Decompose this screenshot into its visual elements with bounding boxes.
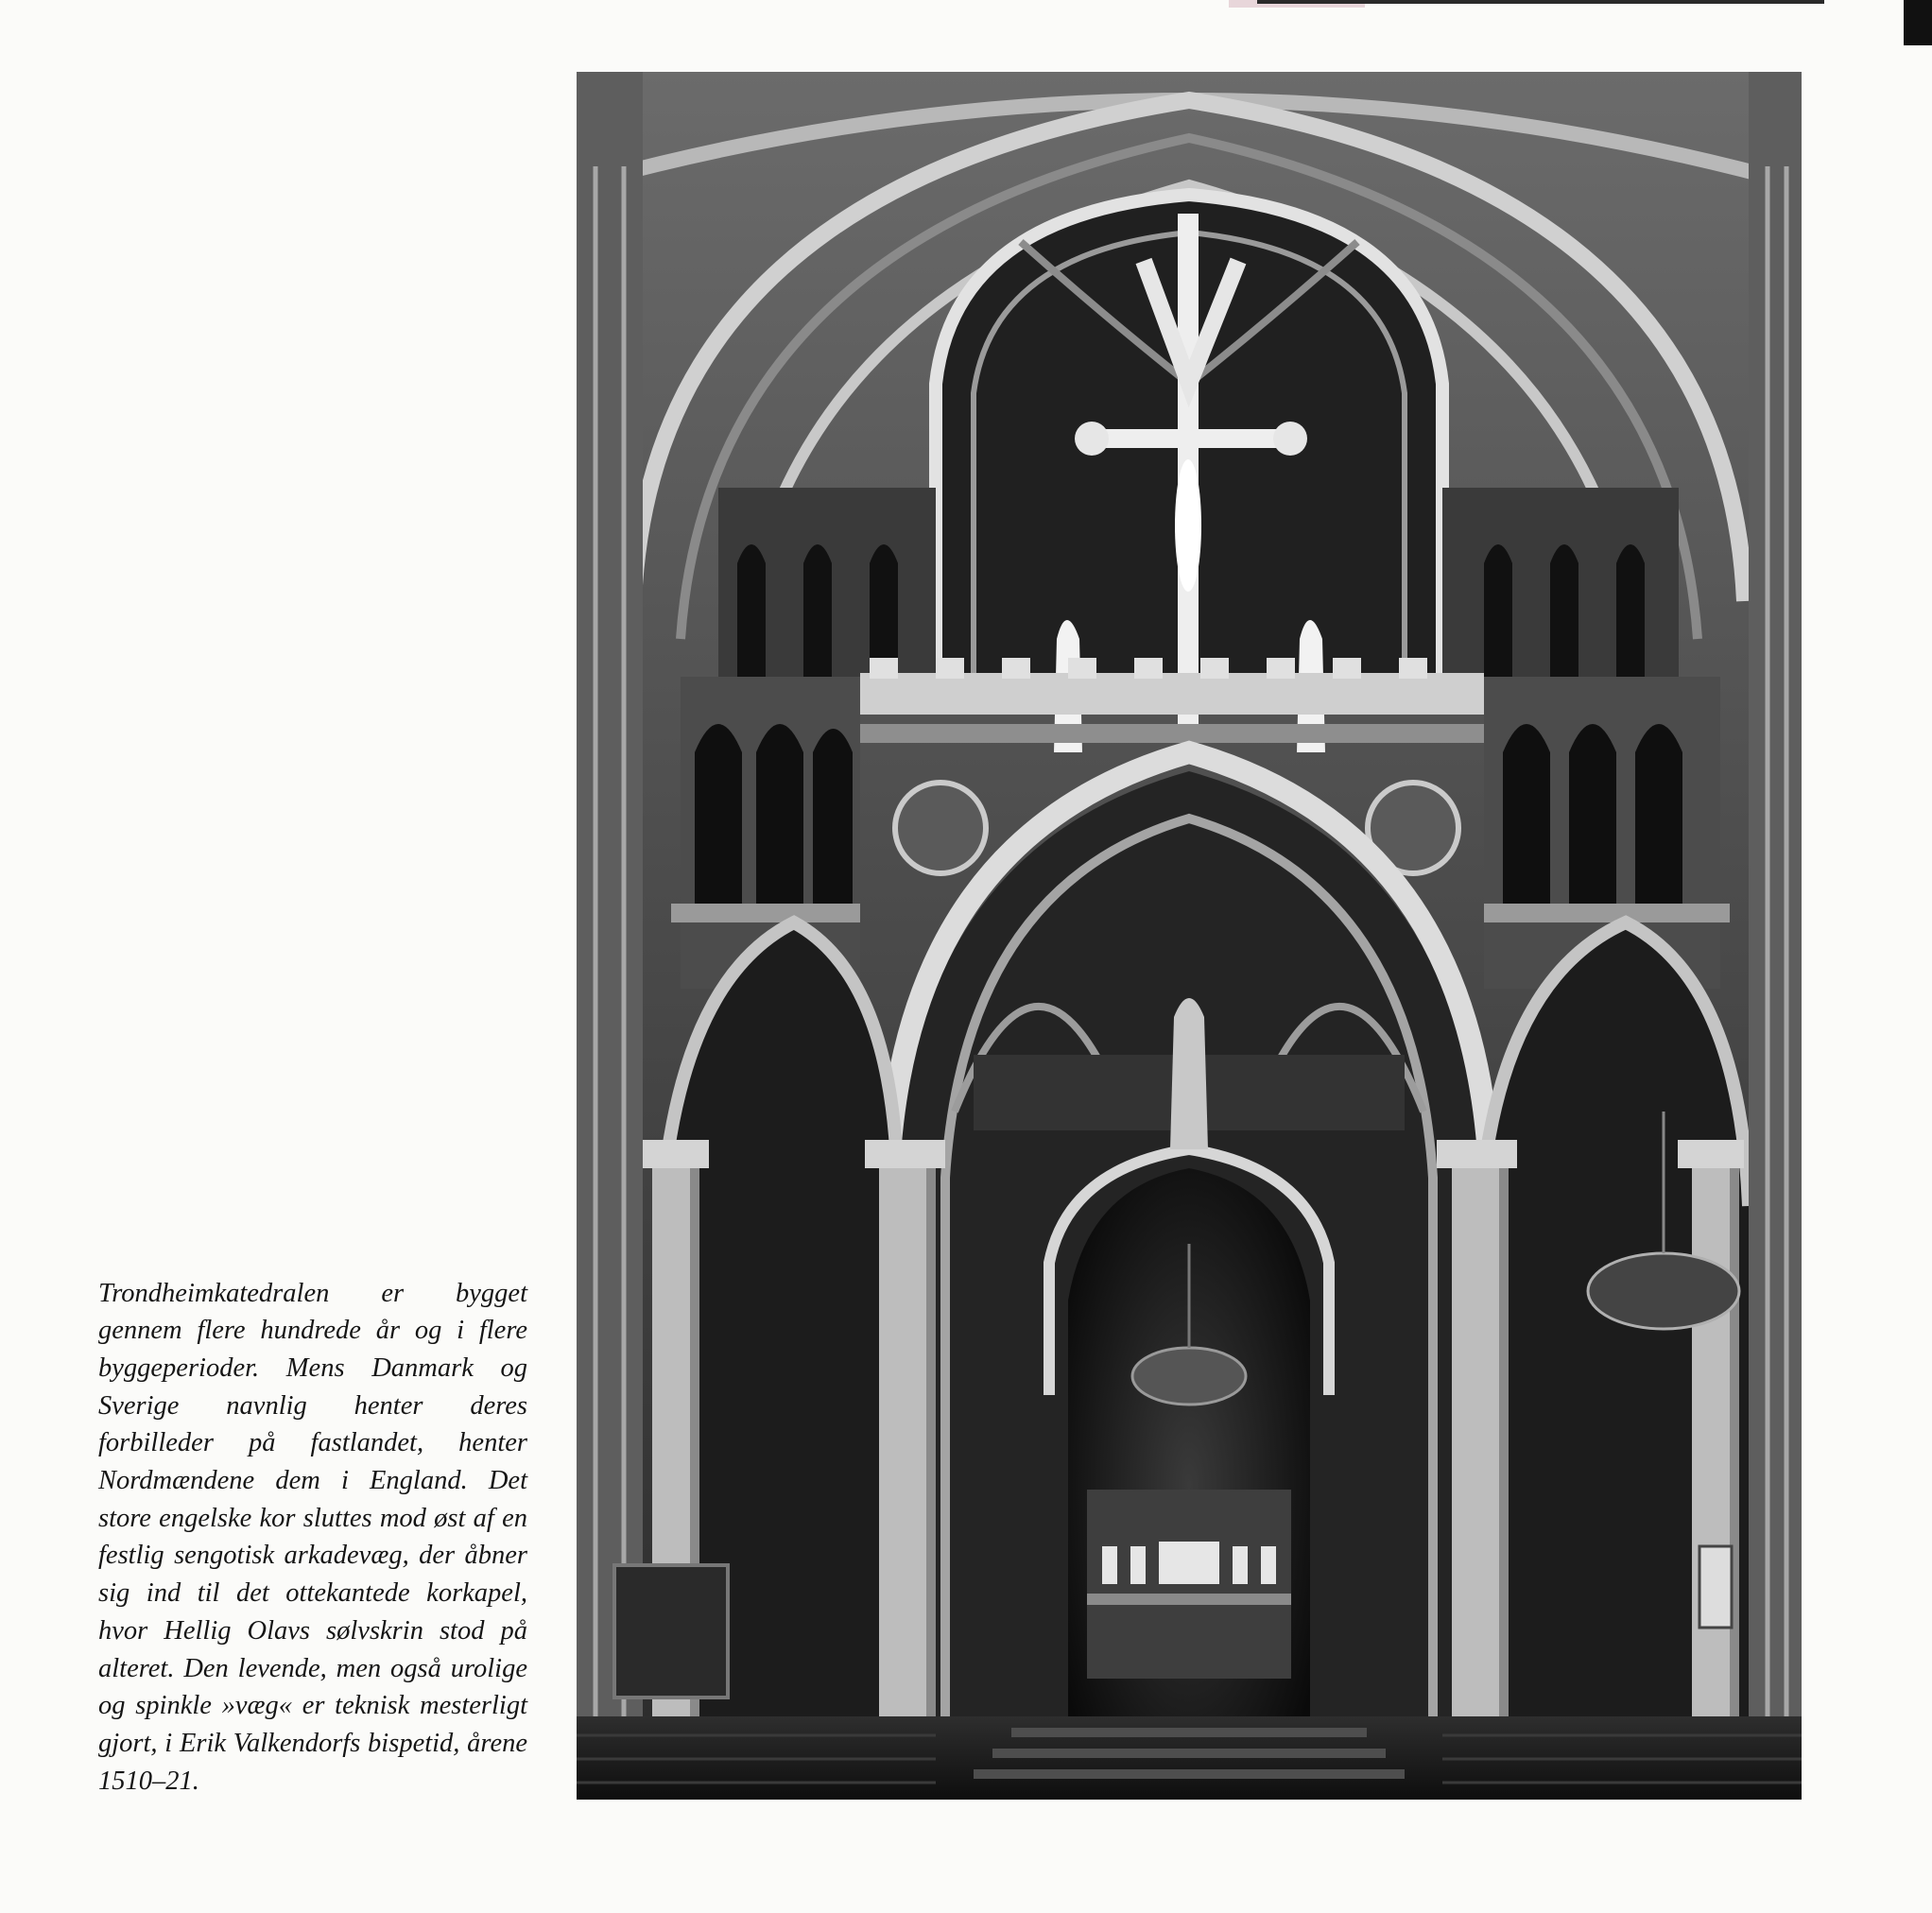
top-dark-edge [1257,0,1824,4]
cathedral-photograph [577,72,1802,1800]
photo-caption: Trondheimkatedralen er bygget gennem flere hundrede år og i flere byggeperioder. Mens Danmark og Sverige navnlig henter deres forbilleder på fastlandet, henter Nordmændene dem i England. Det store engelske kor sluttes mod øst af en festlig sengotisk arkadevæg, der åbner sig ind til det ottekantede korkapel, hvor Hellig Olavs sølvskrin stod på alteret. Den levende, men også urolige og spinkle »væg« er teknisk mesterligt gjort, i Erik Valkendorfs bispetid, årene 1510–21. [98,1278,527,1796]
corner-registration-mark [1904,0,1932,45]
